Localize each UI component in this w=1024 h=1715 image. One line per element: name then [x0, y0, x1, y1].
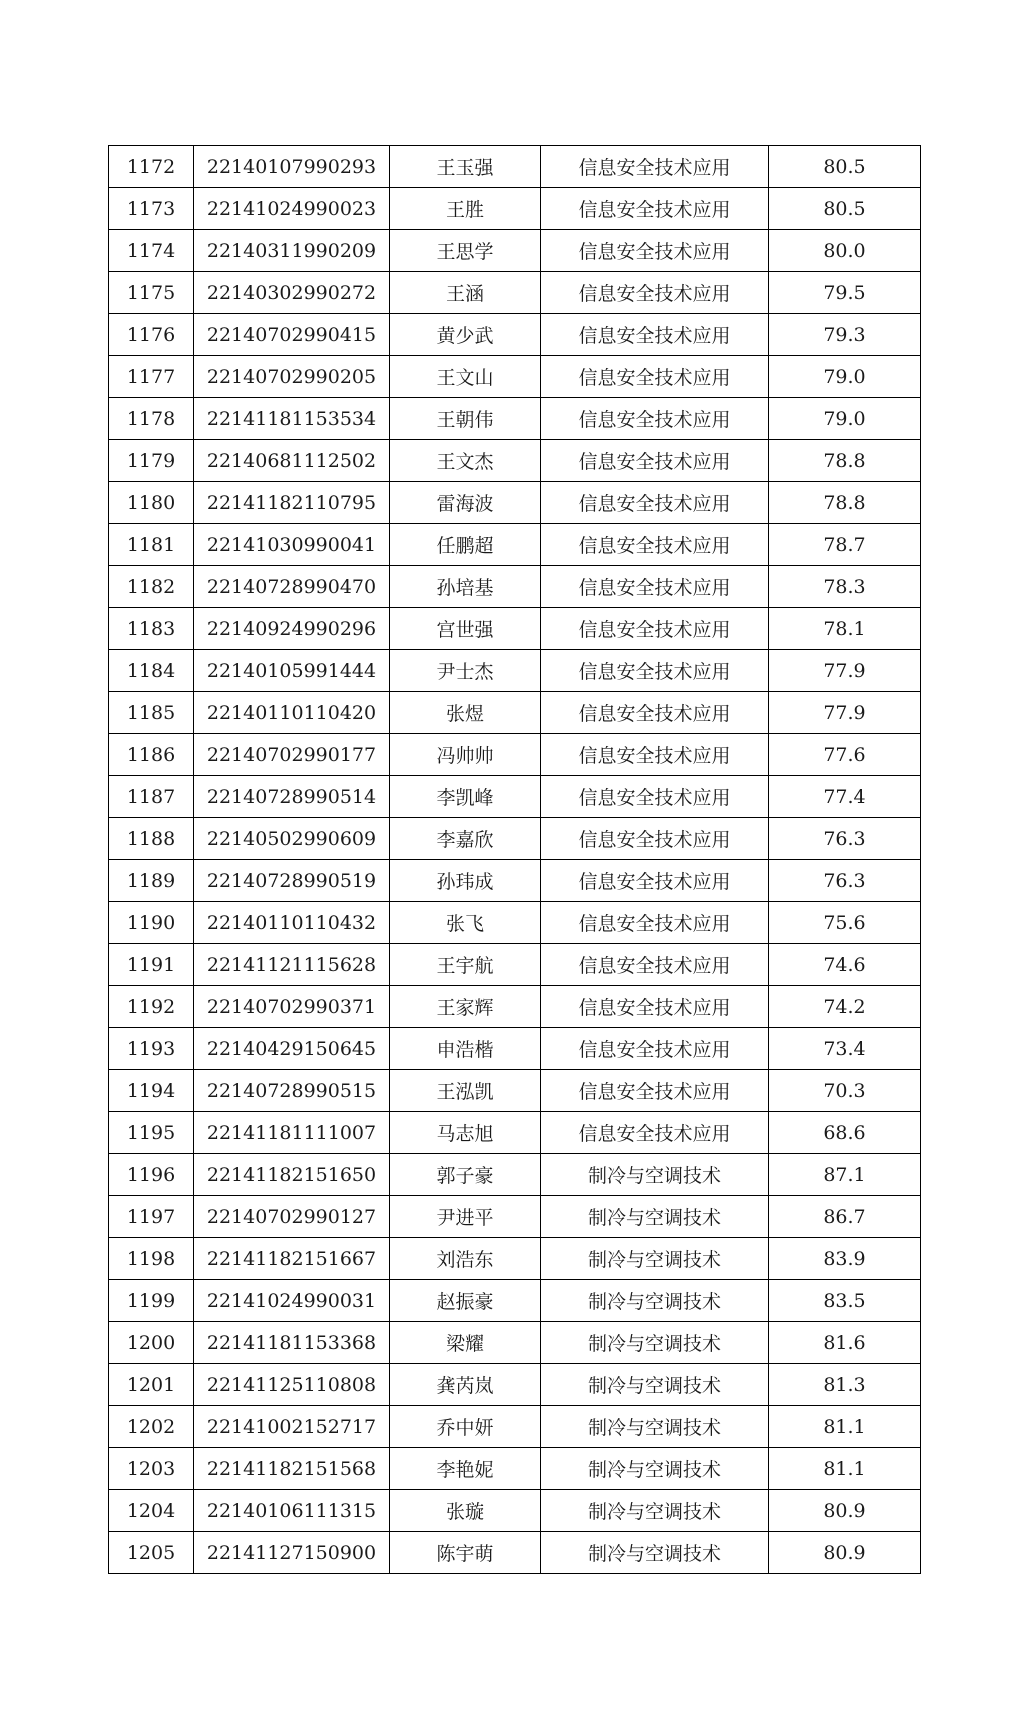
- student-name-cell: 王玉强: [390, 146, 541, 188]
- exam-id-cell: 22141121115628: [194, 944, 390, 986]
- table-row: [109, 1280, 921, 1322]
- major-cell: 信息安全技术应用: [541, 902, 769, 944]
- major-cell: 制冷与空调技术: [541, 1196, 769, 1238]
- score-cell: 76.3: [769, 860, 921, 902]
- major-cell: 信息安全技术应用: [541, 650, 769, 692]
- major-cell: 制冷与空调技术: [541, 1322, 769, 1364]
- major-cell: 信息安全技术应用: [541, 314, 769, 356]
- major-cell: 制冷与空调技术: [541, 1406, 769, 1448]
- student-name-cell: 雷海波: [390, 482, 541, 524]
- results-table-container: [108, 145, 920, 1574]
- major-cell: 制冷与空调技术: [541, 1154, 769, 1196]
- score-cell: 79.0: [769, 356, 921, 398]
- student-name-cell: 申浩楷: [390, 1028, 541, 1070]
- row-number-cell: 1177: [109, 356, 194, 398]
- row-number-cell: 1186: [109, 734, 194, 776]
- major-cell: 信息安全技术应用: [541, 524, 769, 566]
- table-row: [109, 1196, 921, 1238]
- table-row: [109, 734, 921, 776]
- row-number-cell: 1188: [109, 818, 194, 860]
- exam-id-cell: 22140728990470: [194, 566, 390, 608]
- student-name-cell: 王朝伟: [390, 398, 541, 440]
- score-cell: 77.9: [769, 650, 921, 692]
- student-name-cell: 张煜: [390, 692, 541, 734]
- score-cell: 79.0: [769, 398, 921, 440]
- exam-id-cell: 22141181153368: [194, 1322, 390, 1364]
- table-row: [109, 1070, 921, 1112]
- score-cell: 79.3: [769, 314, 921, 356]
- student-name-cell: 马志旭: [390, 1112, 541, 1154]
- student-name-cell: 宫世强: [390, 608, 541, 650]
- major-cell: 制冷与空调技术: [541, 1280, 769, 1322]
- major-cell: 制冷与空调技术: [541, 1238, 769, 1280]
- exam-id-cell: 22141030990041: [194, 524, 390, 566]
- score-cell: 78.8: [769, 440, 921, 482]
- table-row: [109, 356, 921, 398]
- exam-id-cell: 22141024990023: [194, 188, 390, 230]
- score-cell: 80.9: [769, 1532, 921, 1574]
- student-name-cell: 任鹏超: [390, 524, 541, 566]
- row-number-cell: 1194: [109, 1070, 194, 1112]
- exam-id-cell: 22140702990127: [194, 1196, 390, 1238]
- row-number-cell: 1199: [109, 1280, 194, 1322]
- row-number-cell: 1173: [109, 188, 194, 230]
- score-cell: 80.5: [769, 188, 921, 230]
- exam-id-cell: 22140924990296: [194, 608, 390, 650]
- score-cell: 87.1: [769, 1154, 921, 1196]
- row-number-cell: 1176: [109, 314, 194, 356]
- table-row: [109, 482, 921, 524]
- exam-id-cell: 22141002152717: [194, 1406, 390, 1448]
- student-name-cell: 龚芮岚: [390, 1364, 541, 1406]
- exam-id-cell: 22141181111007: [194, 1112, 390, 1154]
- score-cell: 77.6: [769, 734, 921, 776]
- row-number-cell: 1205: [109, 1532, 194, 1574]
- student-name-cell: 王泓凯: [390, 1070, 541, 1112]
- student-name-cell: 尹进平: [390, 1196, 541, 1238]
- major-cell: 制冷与空调技术: [541, 1448, 769, 1490]
- row-number-cell: 1174: [109, 230, 194, 272]
- major-cell: 信息安全技术应用: [541, 734, 769, 776]
- major-cell: 信息安全技术应用: [541, 860, 769, 902]
- row-number-cell: 1190: [109, 902, 194, 944]
- results-table: [108, 145, 921, 1574]
- row-number-cell: 1193: [109, 1028, 194, 1070]
- major-cell: 信息安全技术应用: [541, 440, 769, 482]
- score-cell: 78.1: [769, 608, 921, 650]
- table-row: [109, 272, 921, 314]
- exam-id-cell: 22141181153534: [194, 398, 390, 440]
- table-row: [109, 230, 921, 272]
- score-cell: 77.4: [769, 776, 921, 818]
- row-number-cell: 1196: [109, 1154, 194, 1196]
- student-name-cell: 张璇: [390, 1490, 541, 1532]
- table-row: [109, 818, 921, 860]
- table-row: [109, 692, 921, 734]
- table-row: [109, 1364, 921, 1406]
- score-cell: 81.6: [769, 1322, 921, 1364]
- row-number-cell: 1182: [109, 566, 194, 608]
- student-name-cell: 郭子豪: [390, 1154, 541, 1196]
- exam-id-cell: 22140107990293: [194, 146, 390, 188]
- row-number-cell: 1203: [109, 1448, 194, 1490]
- student-name-cell: 王文山: [390, 356, 541, 398]
- score-cell: 80.0: [769, 230, 921, 272]
- exam-id-cell: 22140702990371: [194, 986, 390, 1028]
- exam-id-cell: 22141182151568: [194, 1448, 390, 1490]
- student-name-cell: 张飞: [390, 902, 541, 944]
- major-cell: 制冷与空调技术: [541, 1364, 769, 1406]
- student-name-cell: 刘浩东: [390, 1238, 541, 1280]
- table-row: [109, 1238, 921, 1280]
- score-cell: 78.3: [769, 566, 921, 608]
- student-name-cell: 赵振豪: [390, 1280, 541, 1322]
- row-number-cell: 1200: [109, 1322, 194, 1364]
- student-name-cell: 王宇航: [390, 944, 541, 986]
- row-number-cell: 1185: [109, 692, 194, 734]
- major-cell: 信息安全技术应用: [541, 566, 769, 608]
- row-number-cell: 1178: [109, 398, 194, 440]
- major-cell: 信息安全技术应用: [541, 272, 769, 314]
- row-number-cell: 1197: [109, 1196, 194, 1238]
- row-number-cell: 1180: [109, 482, 194, 524]
- major-cell: 制冷与空调技术: [541, 1490, 769, 1532]
- table-row: [109, 440, 921, 482]
- table-row: [109, 608, 921, 650]
- exam-id-cell: 22140728990514: [194, 776, 390, 818]
- student-name-cell: 冯帅帅: [390, 734, 541, 776]
- table-row: [109, 1322, 921, 1364]
- score-cell: 80.5: [769, 146, 921, 188]
- major-cell: 信息安全技术应用: [541, 230, 769, 272]
- exam-id-cell: 22140302990272: [194, 272, 390, 314]
- row-number-cell: 1179: [109, 440, 194, 482]
- score-cell: 76.3: [769, 818, 921, 860]
- table-row: [109, 776, 921, 818]
- row-number-cell: 1175: [109, 272, 194, 314]
- row-number-cell: 1189: [109, 860, 194, 902]
- table-row: [109, 566, 921, 608]
- exam-id-cell: 22140502990609: [194, 818, 390, 860]
- exam-id-cell: 22141182151667: [194, 1238, 390, 1280]
- score-cell: 75.6: [769, 902, 921, 944]
- exam-id-cell: 22140702990205: [194, 356, 390, 398]
- exam-id-cell: 22140702990415: [194, 314, 390, 356]
- table-row: [109, 1448, 921, 1490]
- table-row: [109, 986, 921, 1028]
- student-name-cell: 孙玮成: [390, 860, 541, 902]
- score-cell: 78.8: [769, 482, 921, 524]
- student-name-cell: 梁耀: [390, 1322, 541, 1364]
- row-number-cell: 1187: [109, 776, 194, 818]
- major-cell: 信息安全技术应用: [541, 146, 769, 188]
- major-cell: 信息安全技术应用: [541, 1070, 769, 1112]
- major-cell: 信息安全技术应用: [541, 356, 769, 398]
- exam-id-cell: 22140728990519: [194, 860, 390, 902]
- exam-id-cell: 22141125110808: [194, 1364, 390, 1406]
- exam-id-cell: 22141024990031: [194, 1280, 390, 1322]
- student-name-cell: 李艳妮: [390, 1448, 541, 1490]
- results-table-body: [109, 146, 921, 1574]
- major-cell: 信息安全技术应用: [541, 1028, 769, 1070]
- major-cell: 信息安全技术应用: [541, 608, 769, 650]
- table-row: [109, 1406, 921, 1448]
- table-row: [109, 398, 921, 440]
- score-cell: 81.1: [769, 1448, 921, 1490]
- major-cell: 信息安全技术应用: [541, 776, 769, 818]
- student-name-cell: 李凯峰: [390, 776, 541, 818]
- exam-id-cell: 22141127150900: [194, 1532, 390, 1574]
- table-row: [109, 944, 921, 986]
- score-cell: 86.7: [769, 1196, 921, 1238]
- table-row: [109, 1028, 921, 1070]
- score-cell: 78.7: [769, 524, 921, 566]
- table-row: [109, 1112, 921, 1154]
- major-cell: 信息安全技术应用: [541, 986, 769, 1028]
- table-row: [109, 1154, 921, 1196]
- major-cell: 信息安全技术应用: [541, 398, 769, 440]
- score-cell: 83.9: [769, 1238, 921, 1280]
- row-number-cell: 1198: [109, 1238, 194, 1280]
- row-number-cell: 1192: [109, 986, 194, 1028]
- student-name-cell: 孙培基: [390, 566, 541, 608]
- major-cell: 信息安全技术应用: [541, 818, 769, 860]
- exam-id-cell: 22140311990209: [194, 230, 390, 272]
- row-number-cell: 1195: [109, 1112, 194, 1154]
- table-row: [109, 524, 921, 566]
- row-number-cell: 1183: [109, 608, 194, 650]
- score-cell: 77.9: [769, 692, 921, 734]
- row-number-cell: 1181: [109, 524, 194, 566]
- student-name-cell: 李嘉欣: [390, 818, 541, 860]
- table-row: [109, 188, 921, 230]
- row-number-cell: 1201: [109, 1364, 194, 1406]
- table-row: [109, 146, 921, 188]
- exam-id-cell: 22140702990177: [194, 734, 390, 776]
- score-cell: 79.5: [769, 272, 921, 314]
- score-cell: 70.3: [769, 1070, 921, 1112]
- major-cell: 信息安全技术应用: [541, 944, 769, 986]
- row-number-cell: 1202: [109, 1406, 194, 1448]
- score-cell: 74.6: [769, 944, 921, 986]
- score-cell: 81.3: [769, 1364, 921, 1406]
- score-cell: 81.1: [769, 1406, 921, 1448]
- row-number-cell: 1172: [109, 146, 194, 188]
- table-row: [109, 1532, 921, 1574]
- table-row: [109, 902, 921, 944]
- student-name-cell: 乔中妍: [390, 1406, 541, 1448]
- student-name-cell: 王家辉: [390, 986, 541, 1028]
- exam-id-cell: 22141182110795: [194, 482, 390, 524]
- major-cell: 制冷与空调技术: [541, 1532, 769, 1574]
- row-number-cell: 1204: [109, 1490, 194, 1532]
- exam-id-cell: 22141182151650: [194, 1154, 390, 1196]
- exam-id-cell: 22140105991444: [194, 650, 390, 692]
- score-cell: 80.9: [769, 1490, 921, 1532]
- score-cell: 83.5: [769, 1280, 921, 1322]
- score-cell: 74.2: [769, 986, 921, 1028]
- exam-id-cell: 22140110110432: [194, 902, 390, 944]
- exam-id-cell: 22140728990515: [194, 1070, 390, 1112]
- student-name-cell: 王胜: [390, 188, 541, 230]
- student-name-cell: 黄少武: [390, 314, 541, 356]
- exam-id-cell: 22140681112502: [194, 440, 390, 482]
- table-row: [109, 650, 921, 692]
- major-cell: 信息安全技术应用: [541, 188, 769, 230]
- table-row: [109, 1490, 921, 1532]
- student-name-cell: 王涵: [390, 272, 541, 314]
- major-cell: 信息安全技术应用: [541, 482, 769, 524]
- exam-id-cell: 22140106111315: [194, 1490, 390, 1532]
- student-name-cell: 王文杰: [390, 440, 541, 482]
- major-cell: 信息安全技术应用: [541, 692, 769, 734]
- major-cell: 信息安全技术应用: [541, 1112, 769, 1154]
- row-number-cell: 1184: [109, 650, 194, 692]
- score-cell: 68.6: [769, 1112, 921, 1154]
- score-cell: 73.4: [769, 1028, 921, 1070]
- exam-id-cell: 22140429150645: [194, 1028, 390, 1070]
- table-row: [109, 860, 921, 902]
- row-number-cell: 1191: [109, 944, 194, 986]
- student-name-cell: 王思学: [390, 230, 541, 272]
- student-name-cell: 尹士杰: [390, 650, 541, 692]
- student-name-cell: 陈宇萌: [390, 1532, 541, 1574]
- exam-id-cell: 22140110110420: [194, 692, 390, 734]
- table-row: [109, 314, 921, 356]
